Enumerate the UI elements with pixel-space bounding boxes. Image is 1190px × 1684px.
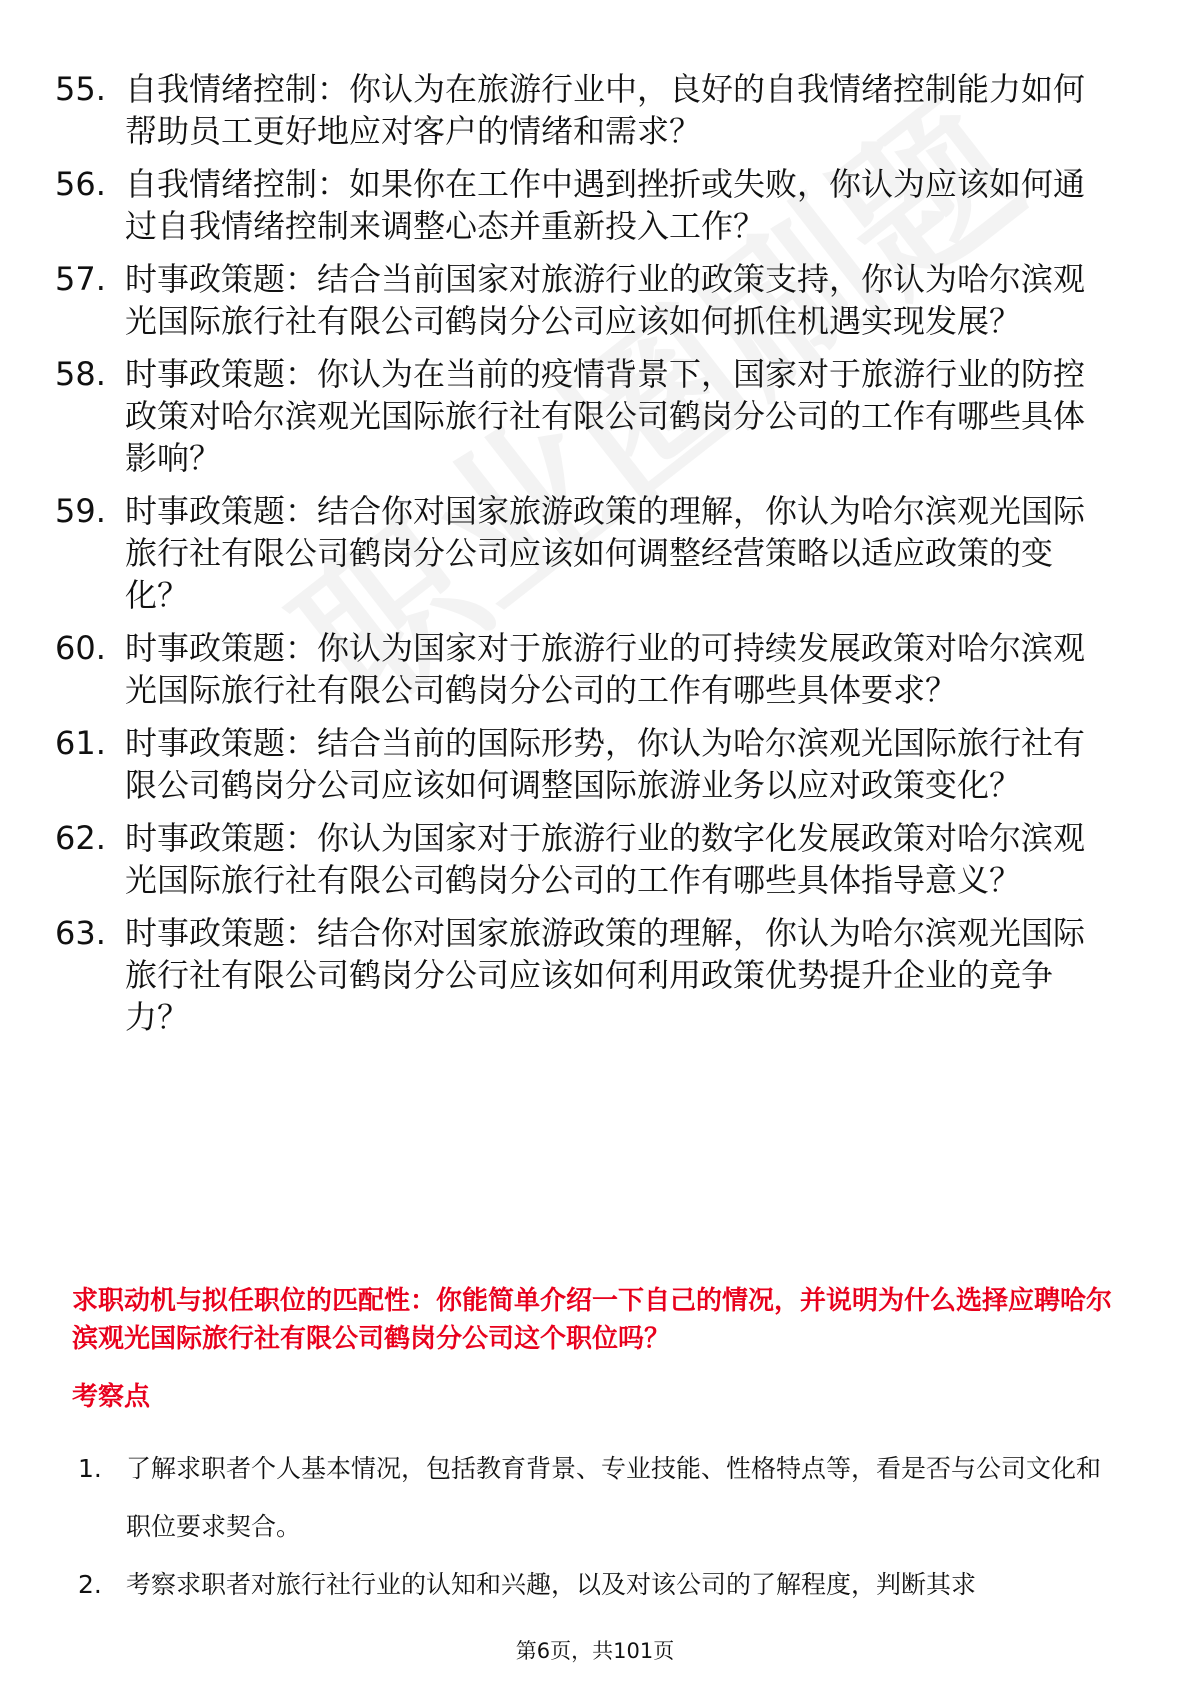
point-text: 了解求职者个人基本情况，包括教育背景、专业技能、性格特点等，看是否与公司文化和职位要求契合。 [126,1454,1102,1541]
section-title: 求职动机与拟任职位的匹配性：你能简单介绍一下自己的情况，并说明为什么选择应聘哈尔滨观光国际旅行社有限公司鹤岗分公司这个职位吗？ [72,1286,1113,1354]
list-item [78,1440,1120,1556]
question-text: 时事政策题：结合你对国家旅游政策的理解，你认为哈尔滨观光国际旅行社有限公司鹤岗分公司应该如何调整经营策略以适应政策的变化？ [125,492,1086,614]
question-number: 61. [55,724,106,762]
question-item [55,353,1115,479]
point-number: 1. [78,1454,102,1483]
point-number: 2. [78,1570,102,1599]
question-item [55,258,1115,342]
question-text: 时事政策题：结合当前国家对旅游行业的政策支持，你认为哈尔滨观光国际旅行社有限公司鹤岗分公司应该如何抓住机遇实现发展？ [125,260,1086,340]
question-number: 60. [55,629,106,667]
question-text: 时事政策题：你认为国家对于旅游行业的可持续发展政策对哈尔滨观光国际旅行社有限公司鹤岗分公司的工作有哪些具体要求？ [125,629,1086,709]
question-item [55,68,1115,152]
question-number: 56. [55,165,106,203]
question-number: 63. [55,914,106,952]
point-text: 考察求职者对旅行社行业的认知和兴趣，以及对该公司的了解程度，判断其求 [126,1570,977,1599]
question-item [55,163,1115,247]
question-text: 时事政策题：结合你对国家旅游政策的理解，你认为哈尔滨观光国际旅行社有限公司鹤岗分公司应该如何利用政策优势提升企业的竞争力？ [125,914,1086,1036]
assessment-points-list [78,1440,1120,1614]
page-footer: 第6页，共101页 [515,1639,675,1663]
question-list [55,68,1115,1049]
question-item [55,722,1115,806]
question-item [55,817,1115,901]
assessment-points-heading: 考察点 [72,1382,151,1412]
question-number: 58. [55,355,106,393]
question-text: 时事政策题：结合当前的国际形势，你认为哈尔滨观光国际旅行社有限公司鹤岗分公司应该如何调整国际旅游业务以应对政策变化？ [125,724,1086,804]
question-text: 自我情绪控制：如果你在工作中遇到挫折或失败，你认为应该如何通过自我情绪控制来调整心态并重新投入工作？ [125,165,1086,245]
question-item [55,627,1115,711]
question-text: 自我情绪控制：你认为在旅游行业中，良好的自我情绪控制能力如何帮助员工更好地应对客户的情绪和需求？ [125,70,1086,150]
question-number: 57. [55,260,106,298]
question-text: 时事政策题：你认为在当前的疫情背景下，国家对于旅游行业的防控政策对哈尔滨观光国际旅行社有限公司鹤岗分公司的工作有哪些具体影响？ [125,355,1086,477]
question-item [55,912,1115,1038]
question-number: 55. [55,70,106,108]
question-number: 59. [55,492,106,530]
question-number: 62. [55,819,106,857]
question-item [55,490,1115,616]
question-text: 时事政策题：你认为国家对于旅游行业的数字化发展政策对哈尔滨观光国际旅行社有限公司鹤岗分公司的工作有哪些具体指导意义？ [125,819,1086,899]
list-item [78,1556,1120,1614]
